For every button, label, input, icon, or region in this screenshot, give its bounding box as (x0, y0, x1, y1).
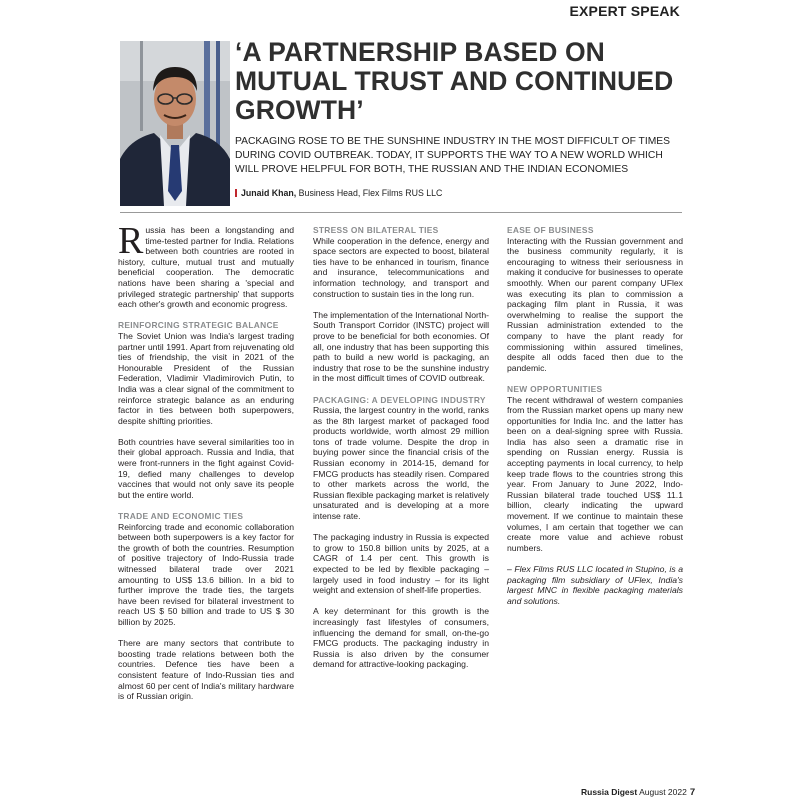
byline-marker (235, 189, 237, 197)
subhead-ease-of-business: EASE OF BUSINESS (507, 225, 594, 235)
headline: ‘A PARTNERSHIP BASED ON MUTUAL TRUST AND CONTINUED GROWTH’ (235, 37, 674, 125)
publication-name: Russia Digest (581, 787, 638, 797)
paragraph: Russia, the largest country in the world, ranks as the 8th largest market of packaged food products worldwide, worth almost 29 million tons of trade volume. Despite the drop in buying power since the financial crisis of the Russian economy in 2014-15, demand for FMCG products has steadily risen. Compared to other markets across the world, the Russian flexible packaging market is relatively unsaturated and is developing at a more intense rate. (313, 405, 489, 522)
paragraph: A key determinant for this growth is the increasingly fast lifestyles of consumers, influencing the demand for small, on-the-go FMCG products. The packaging industry in Russia is also driven by the consumer demand for attractive-looking packaging. (313, 606, 489, 670)
paragraph: The Soviet Union was India's largest trading partner until 1991. Apart from rejuvenating old ties of friendship, the visit in 2021 of the Honourable President of the Russian Federation, Vladimir Vladimirovich Putin, to India was a clear signal of the commitment to reinforce strategic balance as an enduring factor in ties between both superpowers, despite shifting priorities. (118, 330, 294, 426)
paragraph: The implementation of the International North-South Transport Corridor (INSTC) project will prove to be beneficial for both economies. Of all, one industry that has been supporting this path to build a new world is packaging, an industry that rose to be the sunshine industry in the most difficult times of COVID outbreak. (313, 309, 489, 384)
paragraph: The packaging industry in Russia is expected to grow to 150.8 billion units by 2025, at a CAGR of 1.4 per cent. This growth is expected to be led by flexible packaging – largely used in food industry – for its light weight and extension of shelf-life properties. (313, 532, 489, 596)
portrait-image (120, 41, 230, 206)
column-1 (118, 220, 294, 712)
company-note: – Flex Films RUS LLC located in Stupino, is a packaging film subsidiary of UFlex, India's largest MNC in flexible packaging materials and solutions. (507, 564, 683, 606)
paragraph: Interacting with the Russian government and the business community regularly, it is encouraging to witness their seriousness in making it conducive for businesses to operate smoothly. When our parent company UFlex was executing its plan to commission a packaging film plant in Russia, it was overwhelming to realise the support the Russian administration extended to the company to have the plant ready for commissioning within assured timelines, despite all odds faced then due to the pandemic. (507, 235, 683, 373)
column-2 (313, 225, 489, 681)
paragraph: There are many sectors that contribute to boosting trade relations between both the countries. Defence ties have been a consistent feature of Indo-Russian ties and almost 60 per cent of India's military hardware is of Russian origin. (118, 638, 294, 702)
drop-cap: R (118, 220, 144, 262)
deck: PACKAGING ROSE TO BE THE SUNSHINE INDUSTRY IN THE MOST DIFFICULT OF TIMES DURING COVID OUTBREAK. TODAY, IT SUPPORTS THE WAY TO A NEW WORLD WHICH WILL PROVE HELPFUL FOR BOTH, THE RUSSIAN AND THE INDIAN ECONOMIES (235, 136, 671, 175)
subhead-new-opportunities: NEW OPPORTUNITIES (507, 383, 603, 394)
paragraph: The recent withdrawal of western companies from the Russian market opens up many new opportunities for India Inc. and the latter has been on a deal-signing spree with Russia. India has also seen a dramatic rise in spending on Russian energy. Russia is accepting payments in local currency, to help keep trade flows to the countries strong this year. From January to June 2022, Indo-Russian bilateral trade touched US$ 11.1 billion, clearly indicating the upward movement. If we continue to maintain these volumes, I am certain that together we can create more value and achieve robust numbers. (507, 394, 683, 553)
byline (235, 188, 442, 198)
intro-text: ussia has been a longstanding and time-tested partner for India. Relations between both countries are rooted in history, culture, mutual trust and mutually beneficial cooperation. The democratic nations have been sharing a 'special and privileged strategic partnership' that supports each other's growth and economic progress. (118, 225, 294, 310)
header-divider (120, 212, 682, 213)
subhead-trade-ties: TRADE AND ECONOMIC TIES (118, 511, 244, 522)
author-portrait (120, 41, 230, 206)
subhead-packaging: PACKAGING: A DEVELOPING INDUSTRY (313, 394, 486, 405)
issue-date: August 2022 (637, 787, 687, 797)
page-footer (581, 787, 695, 798)
subhead-bilateral-ties: STRESS ON BILATERAL TIES (313, 225, 439, 235)
author-title: Business Head, Flex Films RUS LLC (296, 188, 443, 198)
intro-paragraph (118, 220, 294, 310)
subhead-strategic-balance: REINFORCING STRATEGIC BALANCE (118, 320, 279, 331)
paragraph: While cooperation in the defence, energy and space sectors are expected to boost, bilateral ties have to be enhanced in tourism, finance and insurance, telecommunications and information technology, and transport and construction to sustain ties in the long run. (313, 235, 489, 299)
paragraph: Reinforcing trade and economic collaboration between both superpowers is a key factor for the growth of both the countries. Resumption of positive trajectory of Indo-Russia trade witnessed bilateral trade over 2021 amounting to US$ 13.6 billion. In a bid to further improve the trade ties, the targets have been revised for bilateral investment to reach US $ 50 billion and trade to US $ 30 billion by 2025. (118, 521, 294, 627)
paragraph: Both countries have several similarities too in their global approach. Russia and India, that were front-runners in the fight against Covid-19, defied many challenges to develop vaccines that would not only save its people but the entire world. (118, 436, 294, 500)
author-name: Junaid Khan, (241, 188, 297, 198)
page-number: 7 (689, 787, 696, 798)
column-3 (507, 225, 683, 617)
section-tag: EXPERT SPEAK (569, 3, 680, 19)
